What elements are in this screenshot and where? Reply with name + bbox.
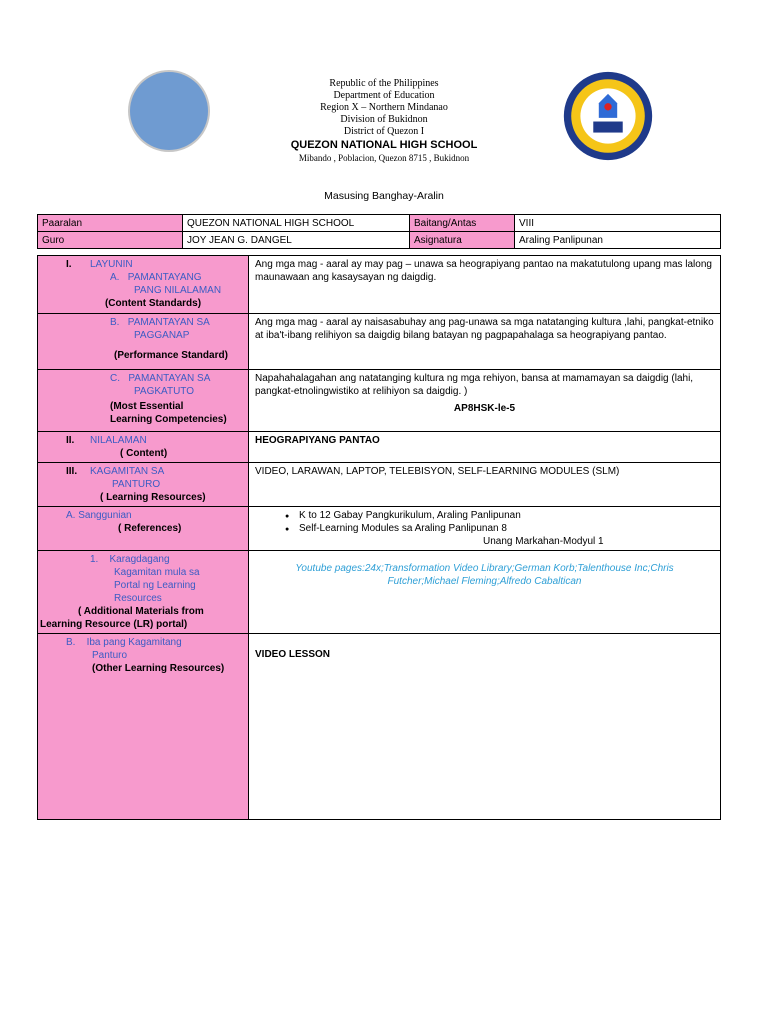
reference-item-cont: Unang Markahan-Modyul 1: [483, 536, 604, 547]
kagamitan-content: [249, 463, 721, 507]
section-title: A. Sanggunian: [66, 510, 132, 521]
sub-title-2: PAGGANAP: [134, 330, 190, 341]
guro-value: JOY JEAN G. DANGEL: [183, 232, 410, 249]
section-title-2: PANTURO: [112, 479, 161, 490]
sub-title: Iba pang Kagamitang: [86, 637, 182, 648]
pagganap-content: [249, 314, 721, 370]
sub-letter: B.: [66, 637, 76, 648]
row-other-resources: [38, 634, 721, 820]
sub-letter: A.: [110, 272, 120, 283]
info-table: [37, 214, 721, 249]
content-text: Ang mga mag - aaral ay naisasabuhay ang pag-unawa sa mga natatanging kultura ,lahi, pangkat-etniko at iba't-ibang relihiyon sa daigdig bilang batayan ng pagpapahalaga sa heograpiyang pantao.: [255, 317, 714, 341]
section-num: III.: [66, 466, 78, 477]
row-lr-portal: [38, 551, 721, 634]
sub-title-2: Kagamitan mula sa: [114, 567, 200, 578]
reference-item: ● Self-Learning Modules sa Araling Panlipunan 8: [255, 522, 714, 535]
layunin-cell: [38, 256, 249, 314]
sub-paren: (Other Learning Resources): [92, 663, 225, 674]
sub-paren: (Content Standards): [104, 298, 202, 309]
sub-paren: (Performance Standard): [114, 350, 228, 361]
header-line-3: Region X – Northern Mindanao: [320, 102, 448, 113]
sanggunian-cell: [38, 507, 249, 551]
row-layunin: [38, 256, 721, 314]
row-sanggunian: [38, 507, 721, 551]
youtube-sources[interactable]: Youtube pages:24x;Transformation Video Library;German Korb;Talenthouse Inc;Chris Futcher;Michael Fleming;Alfredo Cabaltican: [295, 563, 674, 587]
nilalaman-cell: [38, 432, 249, 463]
pagganap-cell: [38, 314, 249, 370]
header-line-2: Department of Education: [333, 90, 435, 101]
letterhead: [0, 78, 768, 164]
header-line-5: District of Quezon I: [343, 126, 425, 137]
header-line-1: Republic of the Philippines: [329, 78, 439, 89]
section-num: I.: [66, 259, 72, 270]
content-text: Napahahalagahan ang natatanging kultura ng mga rehiyon, bansa at mamamayan sa daigdig (lahi, pangkat-etnolingwistiko at relihiyon sa daigdig. ): [255, 373, 694, 397]
sub-num: 1.: [90, 554, 99, 565]
sub-letter: B.: [110, 317, 120, 328]
paaralan-label: Paaralan: [38, 215, 183, 232]
section-title: LAYUNIN: [90, 259, 133, 270]
asignatura-label: Asignatura: [410, 232, 515, 249]
reference-item: ● K to 12 Gabay Pangkurikulum, Araling Panlipunan: [255, 509, 714, 522]
sub-title-4: Resources: [114, 593, 162, 604]
sub-title-2: Panturo: [92, 650, 128, 661]
info-row-2: [38, 232, 721, 249]
pagkatuto-content: [249, 370, 721, 432]
content-text: HEOGRAPIYANG PANTAO: [255, 435, 380, 446]
sub-title: Karagdagang: [109, 554, 170, 565]
layunin-content: [249, 256, 721, 314]
other-resources-cell: [38, 634, 249, 820]
row-kagamitan: [38, 463, 721, 507]
sub-title-2: PAGKATUTO: [134, 386, 195, 397]
sub-paren-1: ( Additional Materials from: [78, 606, 204, 617]
school-name: QUEZON NATIONAL HIGH SCHOOL: [290, 139, 478, 151]
paaralan-value: QUEZON NATIONAL HIGH SCHOOL: [183, 215, 410, 232]
content-text: Ang mga mag - aaral ay may pag – unawa sa heograpiyang pantao na makatutulong upang mas lalong maunawaan ang kasaysayan ng daigdig.: [255, 259, 712, 283]
pagkatuto-cell: [38, 370, 249, 432]
document-title: Masusing Banghay-Aralin: [324, 190, 444, 202]
sub-title-2: PANG NILALAMAN: [134, 285, 222, 296]
content-text: VIDEO, LARAWAN, LAPTOP, TELEBISYON, SELF-LEARNING MODULES (SLM): [255, 466, 620, 477]
sub-paren: ( References): [118, 523, 182, 534]
guro-label: Guro: [38, 232, 183, 249]
header-line-4: Division of Bukidnon: [340, 114, 428, 125]
nilalaman-content: [249, 432, 721, 463]
section-title: NILALAMAN: [90, 435, 147, 446]
lr-portal-content: [249, 551, 721, 634]
sub-title: PAMANTAYAN SA: [127, 317, 210, 328]
sub-paren: ( Content): [120, 448, 168, 459]
sub-title: PAMANTAYAN SA: [128, 373, 211, 384]
other-resources-content: [249, 634, 721, 820]
sub-letter: C.: [110, 373, 120, 384]
row-pagkatuto: [38, 370, 721, 432]
lesson-plan-table: [37, 255, 721, 820]
row-nilalaman: [38, 432, 721, 463]
baitang-label: Baitang/Antas: [410, 215, 515, 232]
section-title: KAGAMITAN SA: [90, 466, 165, 477]
sub-paren-2: Learning Resource (LR) portal): [40, 619, 188, 630]
sub-paren-2: Learning Competencies): [110, 414, 227, 425]
content-text: VIDEO LESSON: [255, 649, 331, 660]
section-num: II.: [66, 435, 75, 446]
sub-title: PAMANTAYANG: [127, 272, 202, 283]
baitang-value: VIII: [515, 215, 721, 232]
row-pagganap: [38, 314, 721, 370]
lr-portal-cell: [38, 551, 249, 634]
school-address: Mibando , Poblacion, Quezon 8715 , Bukidnon: [298, 153, 470, 163]
asignatura-value: Araling Panlipunan: [515, 232, 721, 249]
sanggunian-content: [249, 507, 721, 551]
sub-title-3: Portal ng Learning: [114, 580, 196, 591]
kagamitan-cell: [38, 463, 249, 507]
info-row-1: [38, 215, 721, 232]
competency-code: AP8HSK-le-5: [453, 403, 516, 414]
sub-paren: ( Learning Resources): [100, 492, 206, 503]
sub-paren-1: (Most Essential: [110, 401, 184, 412]
